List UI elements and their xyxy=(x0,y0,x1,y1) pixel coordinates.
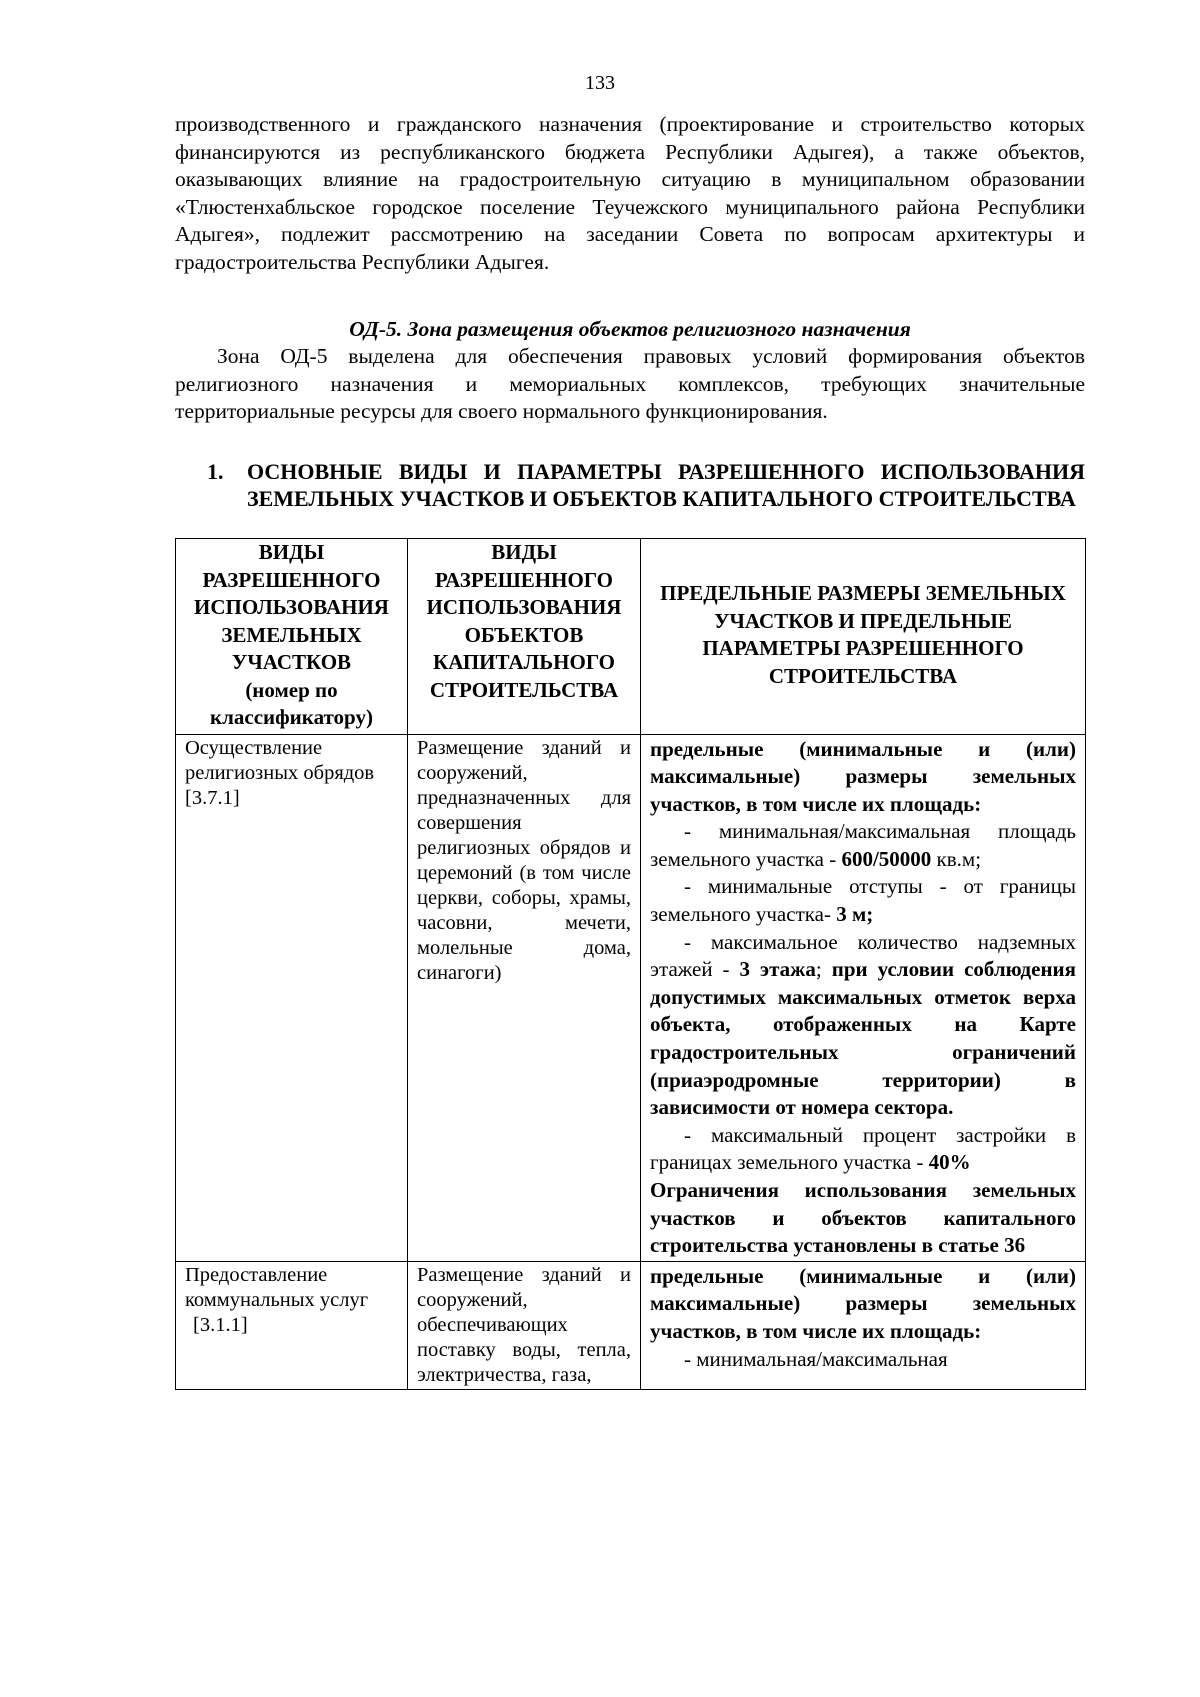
cell-objects xyxy=(408,1261,641,1389)
param-area xyxy=(650,818,1076,873)
section-number: 1. xyxy=(207,459,224,484)
table-row xyxy=(176,1261,1086,1389)
section-heading xyxy=(175,458,1085,512)
header-object-use-title: ВИДЫ РАЗРЕШЕННОГО ИСПОЛЬЗОВАНИЯ ОБЪЕКТОВ КАПИТАЛЬНОГО СТРОИТЕЛЬСТВА xyxy=(426,540,622,702)
use-type-name: Предоставление коммунальных услуг xyxy=(185,1263,369,1311)
param-restrictions: Ограничения использования земельных участков и объектов капитального строительства установлены в статье 36 xyxy=(650,1178,1076,1258)
section-title: ОСНОВНЫЕ ВИДЫ И ПАРАМЕТРЫ РАЗРЕШЕННОГО ИСПОЛЬЗОВАНИЯ ЗЕМЕЛЬНЫХ УЧАСТКОВ И ОБЪЕКТОВ КАПИТАЛЬНОГО СТРОИТЕЛЬСТВА xyxy=(247,459,1085,511)
param-floors-text: - максимальное количество надземных этажей - xyxy=(650,929,1076,982)
zone-description xyxy=(175,343,1085,426)
use-type-code: [3.7.1] xyxy=(185,786,240,809)
param-floors-value: 3 этажа xyxy=(739,957,816,982)
table-header-row xyxy=(176,539,1086,735)
header-land-use-title: ВИДЫ РАЗРЕШЕННОГО ИСПОЛЬЗОВАНИЯ ЗЕМЕЛЬНЫХ УЧАСТКОВ xyxy=(194,540,389,674)
params-intro: предельные (минимальные и (или) максимальные) размеры земельных участков, в том числе их площадь: xyxy=(650,1263,1076,1343)
param-floors xyxy=(650,929,1076,1122)
param-area xyxy=(650,1346,1076,1374)
param-area-value: 600/50000 xyxy=(841,846,932,871)
header-land-use-sub: (номер по классификатору) xyxy=(210,677,373,729)
table-row xyxy=(176,734,1086,1261)
cell-use-type xyxy=(176,1261,408,1389)
param-floors-condition: при условии соблюдения допустимых максимальных отметок верха объекта, отображенных на Карте градостроительных ограничений (приаэродромные территории) в зависимости от номера сектора. xyxy=(650,957,1077,1120)
header-parameters-title: ПРЕДЕЛЬНЫЕ РАЗМЕРЫ ЗЕМЕЛЬНЫХ УЧАСТКОВ И ПРЕДЕЛЬНЫЕ ПАРАМЕТРЫ РАЗРЕШЕННОГО СТРОИТЕЛЬСТВА xyxy=(660,581,1066,688)
param-coverage-value: 40% xyxy=(928,1150,971,1175)
use-type-code: [3.1.1] xyxy=(193,1313,248,1336)
cell-parameters xyxy=(641,1261,1086,1389)
param-floors-sep: ; xyxy=(815,957,822,982)
parameters-table xyxy=(175,538,1086,1390)
param-area-unit: кв.м; xyxy=(936,846,982,871)
cell-objects xyxy=(408,734,641,1261)
param-setback-value: 3 м; xyxy=(836,902,874,927)
zone-title: ОД-5. Зона размещения объектов религиозного назначения xyxy=(349,317,911,341)
intro-paragraph: производственного и гражданского назначения (проектирование и строительство которых финансируются из республиканского бюджета Республики Адыгея), а также объектов, оказывающих влияние на градостроительную ситуацию в муниципальном образовании «Тлюстенхабльское городское поселение Теучежского муниципального района Республики Адыгея», подлежит рассмотрению на заседании Совета по вопросам архитектуры и градостроительства Республики Адыгея. xyxy=(175,112,1085,274)
param-coverage-text: - максимальный процент застройки в границах земельного участка - xyxy=(650,1122,1076,1175)
objects-text: Размещение зданий и сооружений, предназначенных для совершения религиозных обрядов и церемоний (в том числе церкви, соборы, храмы, часовни, мечети, молельные дома, синагоги) xyxy=(417,736,631,984)
header-object-use xyxy=(408,539,641,735)
cell-use-type xyxy=(176,734,408,1261)
page-number: 133 xyxy=(585,72,615,94)
param-setback xyxy=(650,873,1076,928)
param-area-text: - минимальная/максимальная xyxy=(684,1346,948,1371)
cell-parameters xyxy=(641,734,1086,1261)
params-intro: предельные (минимальные и (или) максимальные) размеры земельных участков, в том числе их площадь: xyxy=(650,736,1076,816)
param-area-text: - минимальная/максимальная площадь земельного участка - xyxy=(650,819,1076,871)
header-land-use xyxy=(176,539,408,735)
header-parameters xyxy=(641,539,1086,735)
zone-description-text: Зона ОД-5 выделена для обеспечения правовых условий формирования объектов религиозного назначения и мемориальных комплексов, требующих значительные территориальные ресурсы для своего нормального функционирования. xyxy=(175,344,1085,423)
param-setback-text: - минимальные отступы - от границы земельного участка- xyxy=(650,874,1076,927)
objects-text: Размещение зданий и сооружений, обеспечивающих поставку воды, тепла, электричества, газа, xyxy=(417,1263,631,1386)
param-coverage xyxy=(650,1122,1076,1177)
use-type-name: Осуществление религиозных обрядов xyxy=(185,736,375,784)
